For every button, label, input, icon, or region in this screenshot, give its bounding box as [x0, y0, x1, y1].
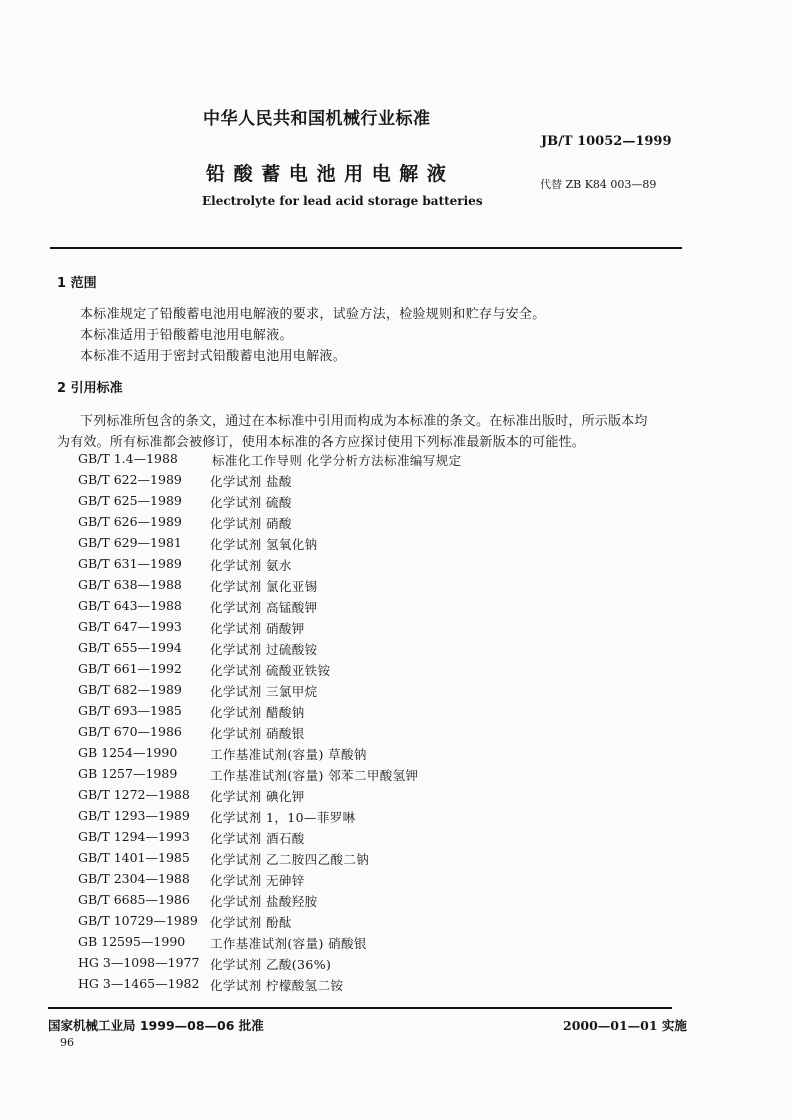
reference-code: GB/T 1.4—1988 — [78, 451, 178, 466]
document-title-cn: 铅 酸 蓄 电 池 用 电 解 液 — [206, 163, 447, 185]
reference-title: 工作基准试剂(容量) 硝酸银 — [210, 936, 367, 951]
standard-number: JB/T 10052—1999 — [541, 134, 672, 149]
reference-title: 化学试剂 高锰酸钾 — [210, 600, 318, 615]
reference-title: 化学试剂 酒石酸 — [210, 831, 305, 846]
reference-code: GB/T 655—1994 — [78, 640, 182, 655]
reference-title: 化学试剂 氨水 — [210, 558, 292, 573]
reference-title: 化学试剂 盐酸 — [210, 474, 292, 489]
footer-rule — [48, 1007, 672, 1009]
reference-code: GB/T 6685—1986 — [78, 892, 190, 907]
reference-title: 化学试剂 柠檬酸氢二铵 — [210, 978, 344, 993]
reference-title: 化学试剂 盐酸羟胺 — [210, 894, 318, 909]
reference-title: 标准化工作导则 化学分析方法标准编写规定 — [212, 453, 462, 468]
reference-code: GB/T 643—1988 — [78, 598, 182, 613]
org-title: 中华人民共和国机械行业标准 — [203, 109, 431, 129]
reference-title: 化学试剂 硝酸 — [210, 516, 292, 531]
reference-title: 化学试剂 氢氧化钠 — [210, 537, 318, 552]
reference-code: GB/T 2304—1988 — [78, 871, 190, 886]
section-2-intro-line-2: 为有效。所有标准都会被修订，使用本标准的各方应探讨使用下列标准最新版本的可能性。 — [57, 435, 586, 450]
reference-code: GB/T 638—1988 — [78, 577, 182, 592]
reference-title: 化学试剂 乙二胺四乙酸二钠 — [210, 852, 370, 867]
section-2-heading: 2 引用标准 — [57, 381, 123, 396]
reference-title: 化学试剂 氯化亚锡 — [210, 579, 318, 594]
reference-title: 化学试剂 1，10—菲罗啉 — [210, 810, 356, 825]
reference-code: HG 3—1098—1977 — [78, 955, 200, 970]
reference-code: GB/T 626—1989 — [78, 514, 182, 529]
section-1-para-3: 本标准不适用于密封式铅酸蓄电池用电解液。 — [80, 349, 347, 364]
reference-title: 化学试剂 硝酸钾 — [210, 621, 305, 636]
page-number: 96 — [60, 1036, 74, 1049]
reference-code: GB/T 682—1989 — [78, 682, 182, 697]
section-2-intro-line-1: 下列标准所包含的条文，通过在本标准中引用而构成为本标准的条文。在标准出版时，所示版本均 — [80, 414, 648, 429]
reference-title: 工作基准试剂(容量) 邻苯二甲酸氢钾 — [210, 768, 419, 783]
reference-code: GB 12595—1990 — [78, 934, 186, 949]
reference-code: GB/T 693—1985 — [78, 703, 182, 718]
reference-code: GB 1257—1989 — [78, 766, 178, 781]
reference-code: GB/T 10729—1989 — [78, 913, 198, 928]
reference-title: 化学试剂 三氯甲烷 — [210, 684, 318, 699]
reference-code: GB/T 1272—1988 — [78, 787, 190, 802]
reference-title: 化学试剂 过硫酸铵 — [210, 642, 318, 657]
reference-title: 工作基准试剂(容量) 草酸钠 — [210, 747, 367, 762]
reference-code: GB/T 647—1993 — [78, 619, 182, 634]
reference-title: 化学试剂 硫酸 — [210, 495, 292, 510]
reference-code: GB 1254—1990 — [78, 745, 178, 760]
reference-code: HG 3—1465—1982 — [78, 976, 200, 991]
reference-code: GB/T 1401—1985 — [78, 850, 190, 865]
reference-code: GB/T 661—1992 — [78, 661, 182, 676]
header-rule — [50, 247, 682, 249]
section-1-para-1: 本标准规定了铅酸蓄电池用电解液的要求，试验方法，检验规则和贮存与安全。 — [80, 307, 546, 322]
reference-title: 化学试剂 硝酸银 — [210, 726, 305, 741]
reference-title: 化学试剂 酚酞 — [210, 915, 292, 930]
document-title-en: Electrolyte for lead acid storage batteries — [202, 194, 483, 208]
effective-date: 2000—01—01 实施 — [563, 1018, 687, 1033]
approval-note: 国家机械工业局 1999—08—06 批准 — [48, 1018, 264, 1033]
replaces-note: 代替 ZB K84 003—89 — [540, 178, 657, 191]
section-1-para-2: 本标准适用于铅酸蓄电池用电解液。 — [80, 328, 293, 343]
reference-title: 化学试剂 硫酸亚铁铵 — [210, 663, 331, 678]
reference-code: GB/T 1294—1993 — [78, 829, 190, 844]
reference-title: 化学试剂 醋酸钠 — [210, 705, 305, 720]
reference-title: 化学试剂 碘化钾 — [210, 789, 305, 804]
reference-code: GB/T 631—1989 — [78, 556, 182, 571]
reference-title: 化学试剂 无砷锌 — [210, 873, 305, 888]
reference-code: GB/T 622—1989 — [78, 472, 182, 487]
reference-code: GB/T 670—1986 — [78, 724, 182, 739]
reference-title: 化学试剂 乙酸(36%) — [210, 957, 332, 972]
reference-code: GB/T 1293—1989 — [78, 808, 190, 823]
section-1-heading: 1 范围 — [57, 276, 97, 291]
reference-code: GB/T 629—1981 — [78, 535, 182, 550]
reference-code: GB/T 625—1989 — [78, 493, 182, 508]
